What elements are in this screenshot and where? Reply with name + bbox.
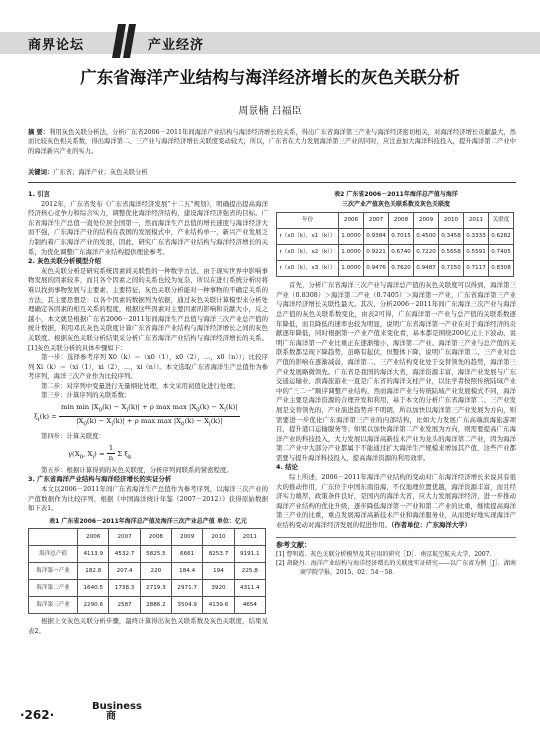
table-row [29, 597, 266, 614]
table-row [29, 563, 266, 580]
table-cell: 182.8 [78, 563, 109, 580]
keywords [28, 167, 516, 176]
table-cell: 0.7220 [414, 245, 439, 261]
paragraph: 第四步：计算关联度： [41, 431, 105, 440]
table-cell: 0.9476 [364, 261, 389, 277]
row-label: 海洋第二产业 [29, 580, 78, 597]
paragraph [276, 473, 516, 531]
table-cell: 1.0000 [339, 261, 364, 277]
ref-divider [276, 537, 516, 538]
row-label: 海洋第三产业 [29, 597, 78, 614]
table-header-cell: 2010 [203, 529, 234, 546]
formula-relation-coefficient: $\xi_i(k)$ = $\frac{\min \min |X_0(k) - X_i(k)| + \rho \max \max |X_0(k) - X_i(k)|}{|X_0(k) - X_i(k)| + \rho \max \max |X_0(k) - X_i(k)|}$ [34, 403, 238, 428]
paragraph: 第五步：根据计算得到的灰色关联度，分析序列间联系的紧密程度。 [41, 465, 233, 474]
table-header-cell: 2007 [109, 529, 140, 546]
formula-relation-degree: $\gamma(X_0$, $X_i$) = $\frac{1}{n}$ Σ $\xi_k$ [68, 443, 132, 463]
journal-logo-text: Business [92, 701, 142, 712]
abstract [28, 128, 516, 156]
table-cell: 0.3458 [439, 229, 464, 245]
page-number: ·262· [20, 708, 55, 722]
table2-caption: 表2 广东省2006－2011年海洋总产值与海洋 [334, 191, 458, 198]
table-cell: 4113.9 [78, 546, 109, 563]
table-header-row [277, 213, 514, 229]
table-cell: 0.7405 [488, 245, 513, 261]
paragraph: 根据上文灰色关联分析步骤，最终计算得出灰色关联系数及灰色关联度，结果见表2。 [28, 617, 268, 635]
reference-item: [1] 曹明霞．灰色关联分析模型及其应用的研究［D］．南京航空航天大学，2007． [276, 551, 496, 559]
table-header-cell: 2011 [234, 529, 265, 546]
table-row [277, 261, 514, 277]
table-cell: 6661 [172, 546, 203, 563]
table-header-cell: 2006 [78, 529, 109, 546]
section-heading: 1. 引言 [28, 190, 50, 198]
references-heading: 参考文献： [276, 540, 311, 549]
divider [28, 182, 516, 183]
table-cell: 1.0000 [339, 245, 364, 261]
paragraph: 第三步：计算序列的关联系数： [41, 391, 131, 400]
table-header-cell: 2007 [364, 213, 389, 229]
paragraph: 首先，分析广东省海洋三次产业与海洋总产值的灰色关联度可以得到，海洋第三产业（0.8308）＞海洋第二产业（0.7405）＞海洋第一产业，广东省海洋第三产业与海洋经济增长关联性最大。其次，分析2006－2011年间广东海洋三次产业与海洋总产值的灰色关联系数变化，由表2可得，广东海洋第一产业与总产值的关联系数逐年降低，而且降低的速率也较为明显，说明广东省海洋第一产业在对于海洋经济的贡献逐年降低，同时根据第一产业产值来变化看，基本都是围绕200亿元上下波动，说明广东海洋第一产业比重正在逐渐缩小，海洋第二产业、海洋第三产业与总产值的关联系数都呈现下降趋势，虽略有起伏，但整体下降，说明广东海洋第二、三产业对总产值的影响在逐渐减弱，海洋第二、三产业结构变化处于交替领先的趋势，海洋第三产业发展略微领先。广东省是我国的海洋大省，海洋资源丰富，海洋产业发展与广东交通运输业、滨海旅游业一直是广东省的海洋支柱产业，以往学者按照传统陆域产业中的“三二一”顺序调整产业结构，然而海洋产业与传统陆域产业发展模式不同，海洋产业主要是海洋资源的合理开发和利用，基于本文的分析广东省海洋第二、三产业发展是交替领先的，产业演进趋势并不明朗，所以加快以海洋第三产业发展为方向，则需要进一步优化广东海洋第三产业的内部结构，比如大力发展广东高端滨海旅游项目，提升港口运输服务等；如果以加快海洋第二产业发展为方向，则需要提高广东海洋产业的科技投入，大力发展以海洋高新技术产业为龙头的海洋第二产业，因为海洋第二产业中大部分产业都属于不能通过扩大海洋生产规模来增加其产值，这些产业都需要与提升海洋科技投入，提高海洋资源的利用效率。 [276, 281, 516, 462]
section-label: 商界论坛 [28, 38, 85, 53]
table1-caption: 表1 广东省2006－2011年海洋总产值及海洋三次产业总产值 单位：亿元 [49, 517, 247, 525]
table-header-cell: 2008 [389, 213, 414, 229]
table-header-cell [29, 529, 78, 546]
row-label: 海洋总产值 [29, 546, 78, 563]
table-header-cell: 2009 [414, 213, 439, 229]
table-cell: 1738.3 [109, 580, 140, 597]
table-cell: 9191.1 [234, 546, 265, 563]
table-row [277, 229, 514, 245]
table-header-cell: 2009 [172, 529, 203, 546]
left-column [28, 190, 268, 637]
table-cell: 0.7150 [439, 261, 464, 277]
table-cell: 207.4 [109, 563, 140, 580]
table-cell: 0.4500 [414, 229, 439, 245]
right-column [276, 190, 516, 577]
paper-title: 广东省海洋产业结构与海洋经济增长的灰色关联分析 [80, 68, 460, 87]
table-cell: 3504.9 [172, 597, 203, 614]
table-cell: 2886.2 [140, 597, 171, 614]
table-cell: 0.9221 [364, 245, 389, 261]
table-cell: 4139.6 [203, 597, 234, 614]
table-header-cell: 2010 [439, 213, 464, 229]
paragraph: 第二步：对序列中变量进行无量纲化处理，本文采用初值化进行处理； [41, 381, 240, 390]
references-list [276, 550, 516, 577]
table-cell: 220 [140, 563, 171, 580]
reference-item: [2] 胡晓丹．海洋产业结构与海洋经济增长的关联度实证研究——以广东省为例［J］．湖南商学院学报，2015，02：54－58． [276, 560, 516, 577]
table-cell: 0.9384 [364, 229, 389, 245]
journal-logo [92, 702, 142, 722]
table-cell: 2719.3 [140, 580, 171, 597]
table-header-cell: 2011 [464, 213, 489, 229]
table-cell: 0.7117 [464, 261, 489, 277]
table-row [29, 546, 266, 563]
section-heading: 2. 灰色关联分析模型介绍 [28, 257, 102, 266]
table-header-cell: 2008 [140, 529, 171, 546]
paragraph: 2012年，广东省发布《广东省海洋经济发展“十二五”规划》，明确提出提高海洋经济核心竞争力和综合实力，调整优化海洋经济结构，建设海洋经济强省的目标。广东省海洋生产总值一直处位居全国第一，然而海洋生产总值的增长速度与海洋经济大而不强，广东海洋产业的结构在我国的发展模式中，产业结构单一，新兴产业发展乏力制约着广东海洋产业的发展，因此，研究广东省海洋产业结构与海洋经济增长的关系，为优化调整广东海洋产业结构提供理论参考。 [28, 199, 268, 256]
table-cell: 1640.5 [78, 580, 109, 597]
table2-caption-2: 三次产业产值灰色关联系数及灰色关联度 [341, 200, 450, 208]
row-label: 海洋第一产业 [29, 563, 78, 580]
row-label: r（x0（k），x2（k）） [277, 245, 339, 261]
table-cell: 225.8 [234, 563, 265, 580]
table-cell: 4532.7 [109, 546, 140, 563]
section-heading: 4. 结论 [276, 463, 298, 472]
table-cell: 0.5658 [439, 245, 464, 261]
abstract-text: 利用灰色关联分析法，分析广东省2006－2011年间海洋产业结构与海洋经济增长的关系，得出广东省海洋第三产业与海洋经济密切相关，对海洋经济增长贡献最大，然而比较灰色相关系数，得出海洋第二、三产业与海洋经济增长关联度变动较大，所以，广东省在大力发展海洋第三产业的同时，应注意加大海洋科技投入，提升海洋第二产业中的海洋新兴产业的实力。 [28, 129, 516, 155]
section-heading: 3. 广东省海洋产业结构与海洋经济增长的实证分析 [28, 475, 172, 484]
paragraph: 灰色关联分析是研究系统因素间关联性的一种数学方法，由于现实世界中影响事物发展的因素较多，而且各个因素之间的关系也较为复杂，所以在进行系统分析时将难以找到事物发展与主要素、主要特征，灰色关联分析能对一种事物的不确定关系的方法，其主要思想是：以各个因素的数据列为依据，通过灰色关联计算模型来分析处理确定各因素的相互关系的程度，根据这些因素对主要因素的影响和贡献大小，反之越小，本文就是根据广东省2006－2011年间海洋生产总值与海洋三次产业总产值的统计数据，利用邓氏灰色关联度计算广东省海洋产业结构与海洋经济增长之间的灰色关联度。根据灰色关联分析结果采分析广东省海洋产业结构与海洋经济增长的关系。[1]灰色关联分析的具体步骤如下： [28, 266, 268, 352]
table-cell: 5825.5 [140, 546, 171, 563]
conclusion-text: 综上所述，2006－2011年海洋产业结构的变动对广东海洋经济增长来说具有很大的推动作用，广东位于中国东南沿海，不仅地理位置优越，海洋资源丰富，而且经济实力雄厚，政策条件良好，是国内的海洋大省，应大力发展海洋经济，进一步推动海洋产业结构的优化升级，逐步降低海洋第一产业和第二产业的比重，继续提高海洋第三产业的比重，重点发展海洋高新技术产业和海洋服务业，从而更好地实现海洋产业结构变动对海洋经济发展的促进作用。 [276, 473, 516, 530]
table-header-row [29, 529, 266, 546]
table-cell: 0.6282 [488, 229, 513, 245]
table2 [276, 212, 514, 277]
table-cell: 194 [203, 563, 234, 580]
keywords-label: 关键词： [28, 169, 54, 176]
table-cell: 0.7015 [389, 229, 414, 245]
table-cell: 0.8308 [488, 261, 513, 277]
table-row [277, 245, 514, 261]
table-row [29, 580, 266, 597]
table-cell: 0.5591 [464, 245, 489, 261]
table-cell: 2971.7 [172, 580, 203, 597]
abstract-label: 摘 要： [28, 129, 50, 136]
table-header-cell: 2006 [339, 213, 364, 229]
table-cell: 2587 [109, 597, 140, 614]
table-cell: 0.6740 [389, 245, 414, 261]
column-label: 产业经济 [148, 38, 205, 53]
table-cell: 3920 [203, 580, 234, 597]
header-slash-mark [112, 24, 138, 58]
row-label: r（x0（k），x3（k）） [277, 261, 339, 277]
table-cell: 4311.4 [234, 580, 265, 597]
keywords-text: 广东省；海洋产业；灰色关联分析 [53, 169, 148, 176]
table-header-cell: 关联度 [488, 213, 513, 229]
author-unit: （作者单位：广东海洋大学） [391, 521, 471, 530]
paragraph: 第一步：选择参考序列 X0（k）＝（x0（1），x0（2），…，x0（n））；比较序列 Xi（k）＝（xi（1），xi（2），…，xi（n））。本文选取广东省海洋生产总值作为参考序列，海洋三次产业作为比较序列。 [28, 353, 268, 381]
paragraph: 本文以2006－2011年间广东省海洋生产总值作为参考序列，以海洋三次产业的产值数据作为比较序列，根据《中国海洋统计年鉴（2007－2012）》获得原始数据如下表1。 [28, 484, 268, 513]
table-cell: 0.9487 [414, 261, 439, 277]
table-cell: 8253.7 [203, 546, 234, 563]
table-cell: 2290.6 [78, 597, 109, 614]
row-label: r（x0（k），x1（k）） [277, 229, 339, 245]
table-cell: 184.4 [172, 563, 203, 580]
table1 [28, 528, 266, 614]
table-header-cell: 年份 [277, 213, 339, 229]
table-cell: 4654 [234, 597, 265, 614]
table-cell: 0.7620 [389, 261, 414, 277]
page-header [0, 0, 540, 58]
journal-logo-sub: 商 [106, 711, 116, 722]
table-cell: 1.0000 [339, 229, 364, 245]
table-cell: 0.3333 [464, 229, 489, 245]
authors: 周景楠 吕福臣 [238, 106, 302, 117]
